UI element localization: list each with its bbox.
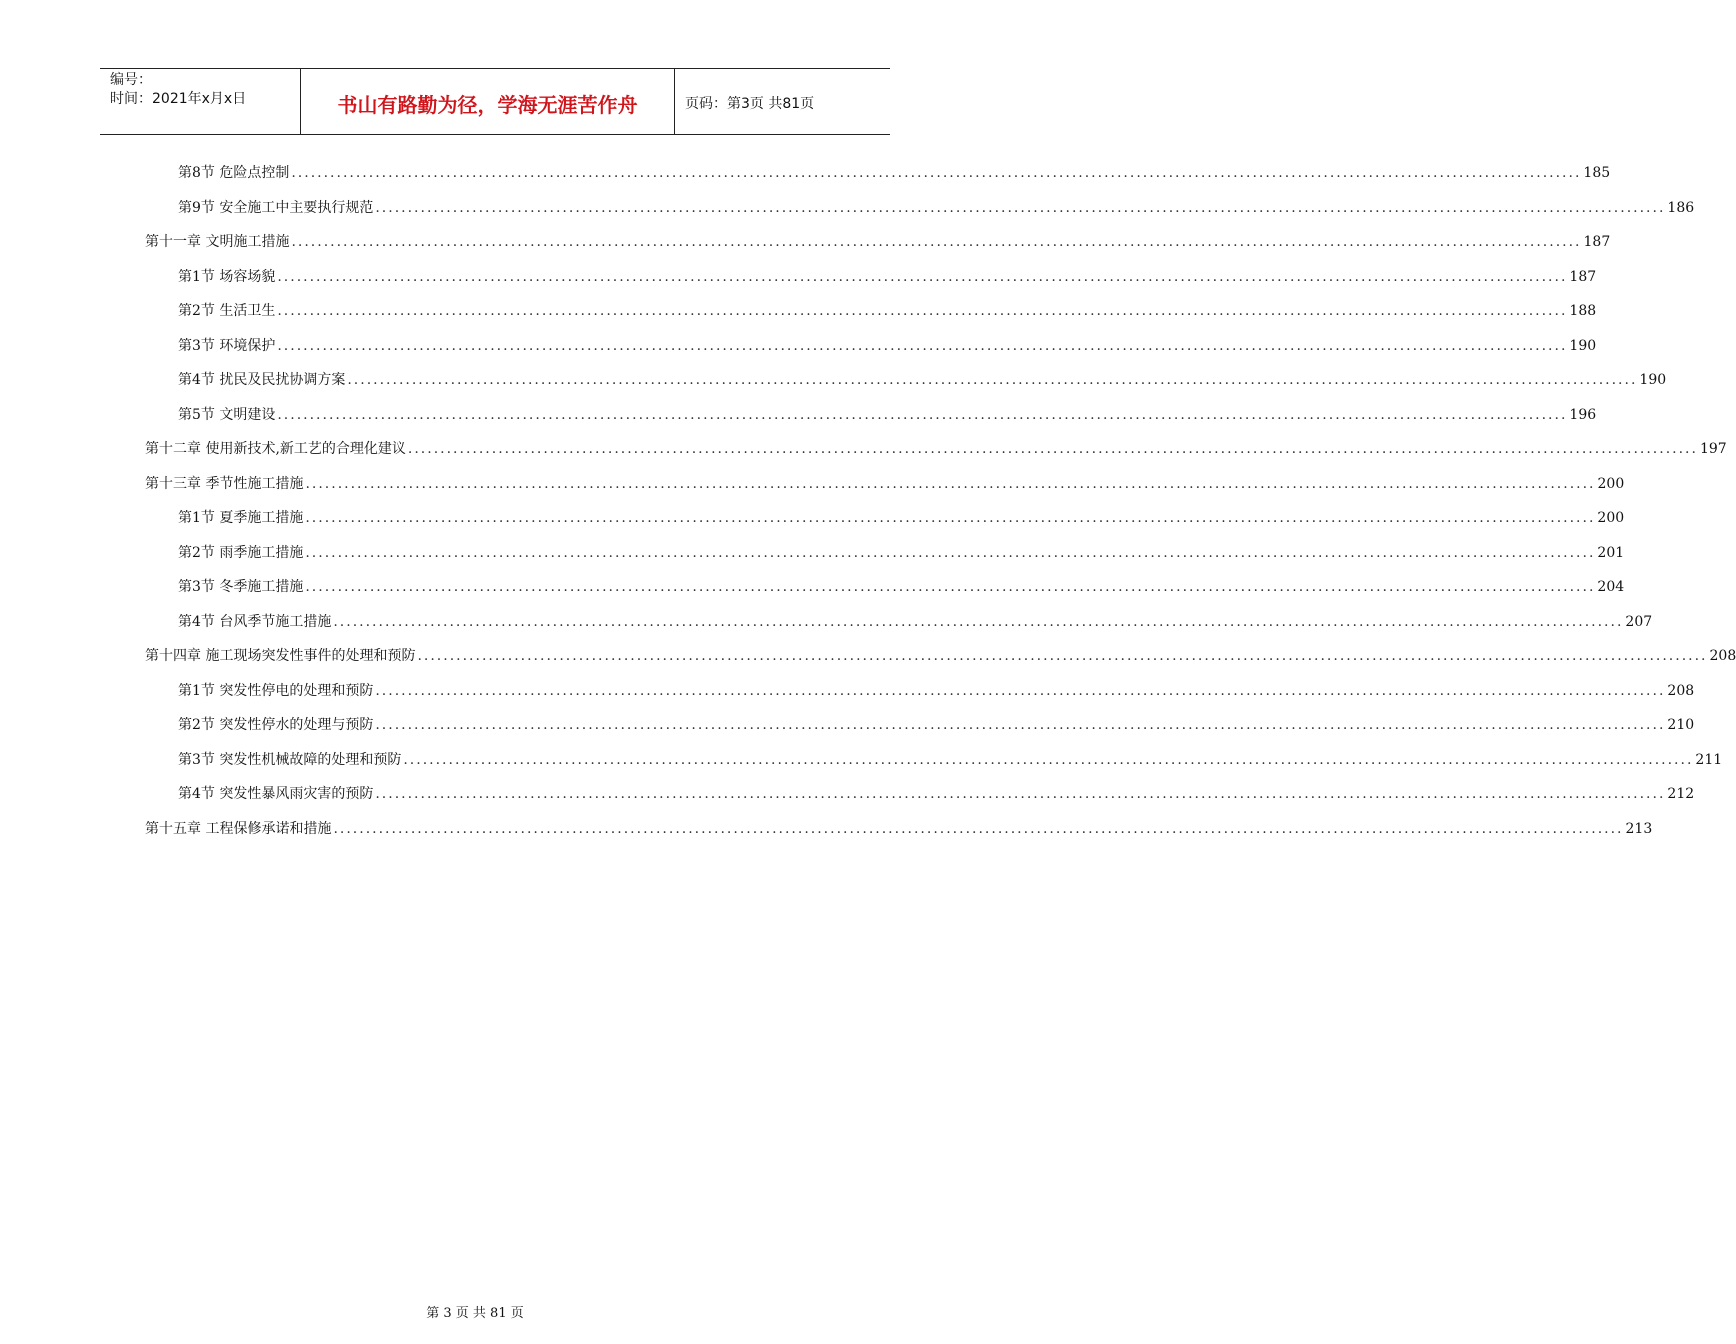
toc-entry[interactable] — [178, 335, 1597, 357]
toc-entry-label: 第1节 夏季施工措施 — [178, 510, 304, 526]
toc-dot-leader: ........................................................................................................................................................................................................ — [375, 717, 1666, 733]
toc-entry[interactable] — [178, 197, 1695, 219]
toc-entry-page: 212 — [1667, 786, 1695, 802]
toc-entry[interactable] — [145, 438, 1727, 460]
toc-entry-page: 211 — [1695, 751, 1723, 768]
toc-dot-leader: ........................................................................................................................................................................................................ — [375, 682, 1666, 699]
toc-dot-leader: ........................................................................................................................................................................................................ — [291, 234, 1582, 250]
toc-entry[interactable] — [145, 231, 1611, 253]
toc-entry-label: 第1节 突发性停电的处理和预防 — [178, 682, 374, 699]
toc-entry-page: 188 — [1569, 303, 1597, 319]
toc-entry-page: 201 — [1597, 544, 1625, 561]
toc-entry[interactable] — [178, 714, 1695, 736]
toc-entry-page: 210 — [1667, 717, 1695, 733]
toc-entry[interactable] — [178, 783, 1695, 805]
toc-entry-label: 第十四章 施工现场突发性事件的处理和预防 — [145, 648, 416, 664]
toc-entry-label: 第3节 冬季施工措施 — [178, 579, 304, 595]
toc-entry-label: 第2节 雨季施工措施 — [178, 544, 304, 561]
toc-entry-label: 第十一章 文明施工措施 — [145, 234, 290, 250]
toc-entry-label: 第3节 环境保护 — [178, 337, 276, 354]
time-label: 时间：2021年x月x日 — [110, 91, 247, 107]
toc-entry[interactable] — [178, 576, 1625, 598]
toc-entry[interactable] — [145, 818, 1653, 840]
toc-entry[interactable] — [178, 749, 1723, 771]
toc-entry-page: 208 — [1709, 648, 1736, 664]
header-motto: 书山有路勤为径，学海无涯苦作舟 — [301, 69, 675, 134]
page-header — [100, 68, 890, 135]
toc-entry-label: 第4节 扰民及民扰协调方案 — [178, 372, 346, 388]
toc-entry-page: 185 — [1583, 165, 1611, 181]
toc-entry[interactable] — [145, 473, 1625, 495]
toc-dot-leader: ........................................................................................................................................................................................................ — [333, 820, 1624, 837]
toc-dot-leader: ........................................................................................................................................................................................................ — [407, 441, 1698, 457]
toc-entry-page: 204 — [1597, 579, 1625, 595]
toc-entry-page: 196 — [1569, 406, 1597, 423]
toc-entry-label: 第9节 安全施工中主要执行规范 — [178, 199, 374, 216]
header-meta — [100, 69, 301, 134]
toc-entry-label: 第十五章 工程保修承诺和措施 — [145, 820, 332, 837]
toc-dot-leader: ........................................................................................................................................................................................................ — [417, 648, 1708, 664]
toc-dot-leader: ........................................................................................................................................................................................................ — [277, 303, 1568, 319]
toc-entry[interactable] — [145, 645, 1736, 667]
number-label: 编号： — [110, 72, 152, 88]
toc-entry[interactable] — [178, 300, 1597, 322]
toc-dot-leader: ........................................................................................................................................................................................................ — [277, 268, 1568, 285]
toc-dot-leader: ........................................................................................................................................................................................................ — [375, 199, 1666, 216]
toc-entry-page: 208 — [1667, 682, 1695, 699]
toc-dot-leader: ........................................................................................................................................................................................................ — [347, 372, 1638, 388]
toc-entry[interactable] — [178, 611, 1653, 633]
toc-dot-leader: ........................................................................................................................................................................................................ — [277, 337, 1568, 354]
toc-entry-page: 197 — [1699, 441, 1727, 457]
toc-entry-page: 187 — [1583, 234, 1611, 250]
toc-entry-page: 200 — [1597, 510, 1625, 526]
toc-entry-label: 第5节 文明建设 — [178, 406, 276, 423]
toc-entry-label: 第2节 突发性停水的处理与预防 — [178, 717, 374, 733]
toc-entry-page: 207 — [1625, 613, 1653, 630]
toc-dot-leader: ........................................................................................................................................................................................................ — [375, 786, 1666, 802]
toc-entry[interactable] — [178, 404, 1597, 426]
toc-entry-page: 200 — [1597, 475, 1625, 492]
header-page-info: 页码：第3页 共81页 — [685, 95, 815, 112]
toc-entry-label: 第4节 突发性暴风雨灾害的预防 — [178, 786, 374, 802]
toc-entry[interactable] — [178, 680, 1695, 702]
toc-entry[interactable] — [178, 162, 1611, 184]
toc-dot-leader: ........................................................................................................................................................................................................ — [305, 579, 1596, 595]
toc-entry[interactable] — [178, 266, 1597, 288]
toc-entry-label: 第十二章 使用新技术,新工艺的合理化建议 — [145, 441, 406, 457]
toc-entry-label: 第1节 场容场貌 — [178, 268, 276, 285]
page-footer: 第 3 页 共 81 页 — [426, 1306, 524, 1321]
toc-entry-label: 第2节 生活卫生 — [178, 303, 276, 319]
toc-entry-page: 190 — [1569, 337, 1597, 354]
toc-entry[interactable] — [178, 369, 1667, 391]
toc-dot-leader: ........................................................................................................................................................................................................ — [403, 751, 1694, 768]
toc-entry-page: 187 — [1569, 268, 1597, 285]
toc-dot-leader: ........................................................................................................................................................................................................ — [333, 613, 1624, 630]
toc-dot-leader: ........................................................................................................................................................................................................ — [305, 475, 1596, 492]
toc-entry-page: 190 — [1639, 372, 1667, 388]
toc-entry-page: 186 — [1667, 199, 1695, 216]
toc-entry[interactable] — [178, 542, 1625, 564]
toc-entry[interactable] — [178, 507, 1625, 529]
toc-entry-label: 第8节 危险点控制 — [178, 165, 290, 181]
toc-entry-label: 第4节 台风季节施工措施 — [178, 613, 332, 630]
toc-dot-leader: ........................................................................................................................................................................................................ — [277, 406, 1568, 423]
toc-entry-page: 213 — [1625, 820, 1653, 837]
toc-entry-label: 第3节 突发性机械故障的处理和预防 — [178, 751, 402, 768]
toc-dot-leader: ........................................................................................................................................................................................................ — [305, 510, 1596, 526]
toc-dot-leader: ........................................................................................................................................................................................................ — [291, 165, 1582, 181]
toc-entry-label: 第十三章 季节性施工措施 — [145, 475, 304, 492]
toc-dot-leader: ........................................................................................................................................................................................................ — [305, 544, 1596, 561]
